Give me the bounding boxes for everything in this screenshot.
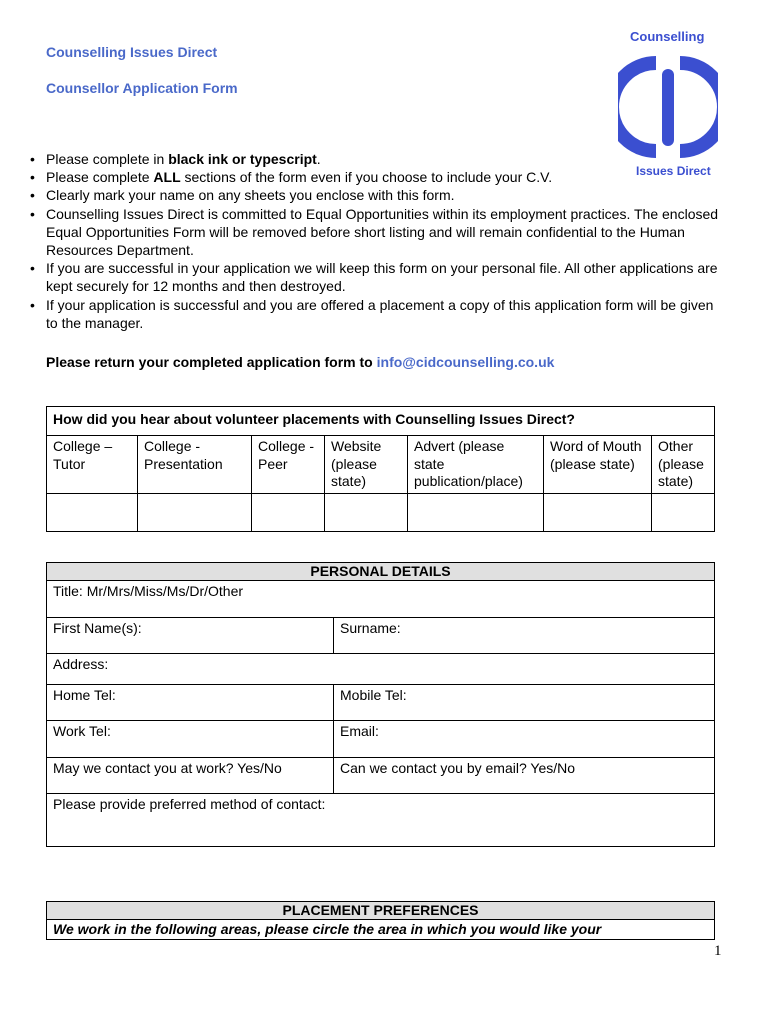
answer-cell[interactable]	[325, 493, 408, 531]
option-college-presentation: College - Presentation	[138, 436, 252, 494]
work-tel-field[interactable]: Work Tel:	[47, 721, 334, 758]
contact-by-email-field[interactable]: Can we contact you by email? Yes/No	[334, 758, 715, 794]
answer-cell[interactable]	[652, 493, 715, 531]
option-advert: Advert (please state publication/place)	[408, 436, 544, 494]
instruction-item: • Clearly mark your name on any sheets you enclose with this form.	[26, 186, 726, 204]
answer-cell[interactable]	[47, 493, 138, 531]
mobile-tel-field[interactable]: Mobile Tel:	[334, 685, 715, 721]
return-email-link[interactable]: info@cidcounselling.co.uk	[376, 354, 555, 370]
instruction-item: • If you are successful in your application we will keep this form on your personal file. All other applications are kept securely for 12 months and then destroyed.	[26, 259, 726, 295]
surname-field[interactable]: Surname:	[334, 618, 715, 654]
email-field[interactable]: Email:	[334, 721, 715, 758]
hear-about-table	[46, 406, 715, 532]
answer-cell[interactable]	[252, 493, 325, 531]
logo-top-text: Counselling	[630, 29, 705, 44]
home-tel-field[interactable]: Home Tel:	[47, 685, 334, 721]
placement-intro: We work in the following areas, please circle the area in which you would like your	[47, 920, 715, 940]
instructions-list	[26, 150, 726, 332]
return-instruction: Please return your completed application form to info@cidcounselling.co.uk	[46, 354, 555, 370]
logo-bottom-text: Issues Direct	[636, 164, 711, 178]
option-word-of-mouth: Word of Mouth (please state)	[544, 436, 652, 494]
form-title: Counsellor Application Form	[46, 80, 238, 96]
answer-cell[interactable]	[138, 493, 252, 531]
first-name-field[interactable]: First Name(s):	[47, 618, 334, 654]
personal-details-table	[46, 562, 715, 847]
instruction-item: • If your application is successful and you are offered a placement a copy of this application form will be given to the manager.	[26, 296, 726, 332]
page-number: 1	[714, 943, 722, 959]
answer-cell[interactable]	[408, 493, 544, 531]
instruction-item: • Please complete in black ink or typescript.	[26, 150, 726, 168]
placement-preferences-heading: PLACEMENT PREFERENCES	[47, 902, 715, 920]
hear-about-question: How did you hear about volunteer placements with Counselling Issues Direct?	[47, 407, 715, 436]
instruction-item: • Counselling Issues Direct is committed to Equal Opportunities within its employment practices. The enclosed Equal Opportunities Form will be removed before short listing and will remain confidential to the Human Resources Department.	[26, 205, 726, 260]
instruction-item: • Please complete ALL sections of the form even if you choose to include your C.V.	[26, 168, 726, 186]
personal-details-heading: PERSONAL DETAILS	[47, 563, 715, 581]
title-field[interactable]: Title: Mr/Mrs/Miss/Ms/Dr/Other	[47, 581, 715, 618]
org-name: Counselling Issues Direct	[46, 44, 218, 60]
answer-cell[interactable]	[544, 493, 652, 531]
address-field[interactable]: Address:	[47, 654, 715, 685]
placement-preferences-table	[46, 901, 715, 940]
contact-at-work-field[interactable]: May we contact you at work? Yes/No	[47, 758, 334, 794]
option-other: Other (please state)	[652, 436, 715, 494]
option-college-peer: College - Peer	[252, 436, 325, 494]
option-website: Website (please state)	[325, 436, 408, 494]
logo-icon	[618, 55, 718, 160]
preferred-contact-field[interactable]: Please provide preferred method of contact:	[47, 794, 715, 847]
option-college-tutor: College – Tutor	[47, 436, 138, 494]
